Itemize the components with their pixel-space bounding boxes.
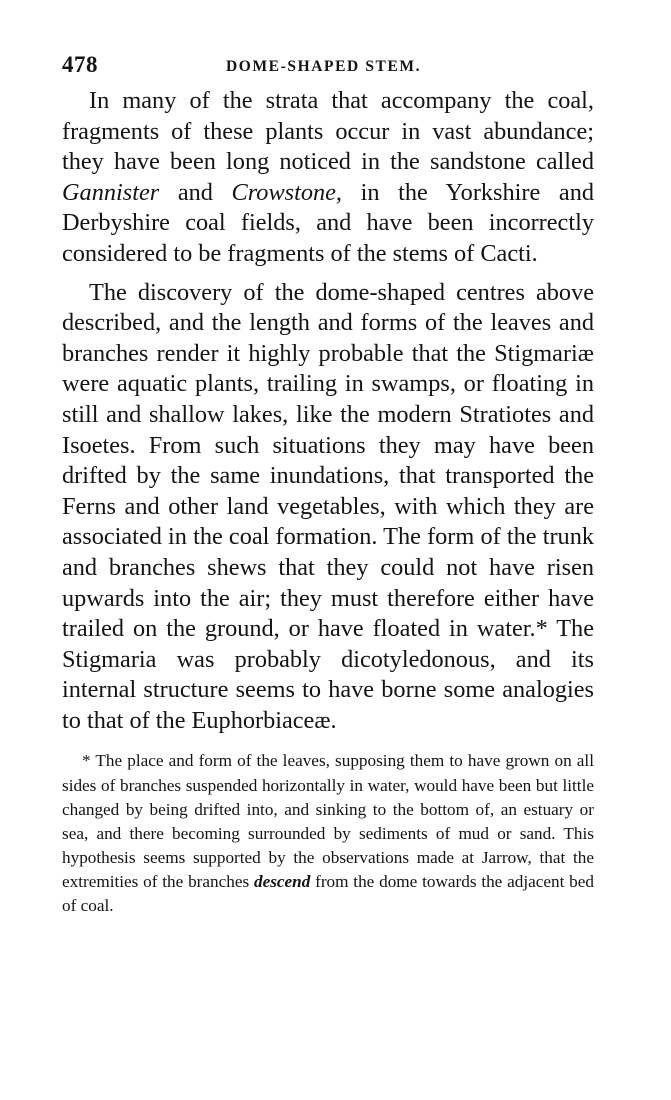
footnote-text-a: The place and form of the leaves, supposing them to have grown on all sides of branches suspended horizontally in water, would have been but little changed by being drifted into, and sinking to the bottom of, an estuary or sea, and there becoming surrounded by sediments of mud or sand. This hypothesis seems supported by the observations made at Jarrow, that the extremities of the branches xyxy=(62,751,594,891)
paragraph-1-text-b: and xyxy=(159,178,232,206)
term-gannister: Gannister xyxy=(62,178,160,206)
footnote-text-b: from the dome towards the adjacent bed of coal. xyxy=(62,871,594,916)
paragraph-2-text-b: The Stigmaria was probably dicotyledonous, and its internal structure seems to have borne some analogies to that of the Euphorbiaceæ. xyxy=(62,615,594,734)
body-paragraph-2 xyxy=(62,278,594,737)
page-number: 478 xyxy=(62,52,98,77)
footnote-reference-mark[interactable]: * xyxy=(535,615,548,643)
footnote-mark: * xyxy=(82,751,91,771)
footnote xyxy=(62,749,594,918)
term-crowstone: Crowstone, xyxy=(231,178,343,206)
running-head xyxy=(62,48,594,84)
paragraph-1-text-c: in the Yorkshire and Derbyshire coal fields, and have been incorrectly considered to be fragments of the stems of Cacti. xyxy=(62,178,594,267)
body-paragraph-1 xyxy=(62,86,594,270)
paragraph-2-text-a: The discovery of the dome-shaped centres above described, and the length and forms of the leaves and branches render it highly probable that the Stigmariæ were aquatic plants, trailing in swamps, or floating in still and shallow lakes, like the modern Stratiotes and Isoetes. From such situations they may have been drifted by the same inundations, that transported the Ferns and other land vegetables, with which they are associated in the coal formation. The form of the trunk and branches shews that they could not have risen upwards into the air; they must therefore either have trailed on the ground, or have floated in water. xyxy=(62,278,594,643)
running-title: DOME-SHAPED STEM. xyxy=(226,58,422,75)
paragraph-1-text-a: In many of the strata that accompany the coal, fragments of these plants occur in vast abundance; they have been long noticed in the sandstone called xyxy=(62,87,594,176)
footnote-emphasis-descend: descend xyxy=(253,871,311,891)
book-page xyxy=(62,48,594,918)
